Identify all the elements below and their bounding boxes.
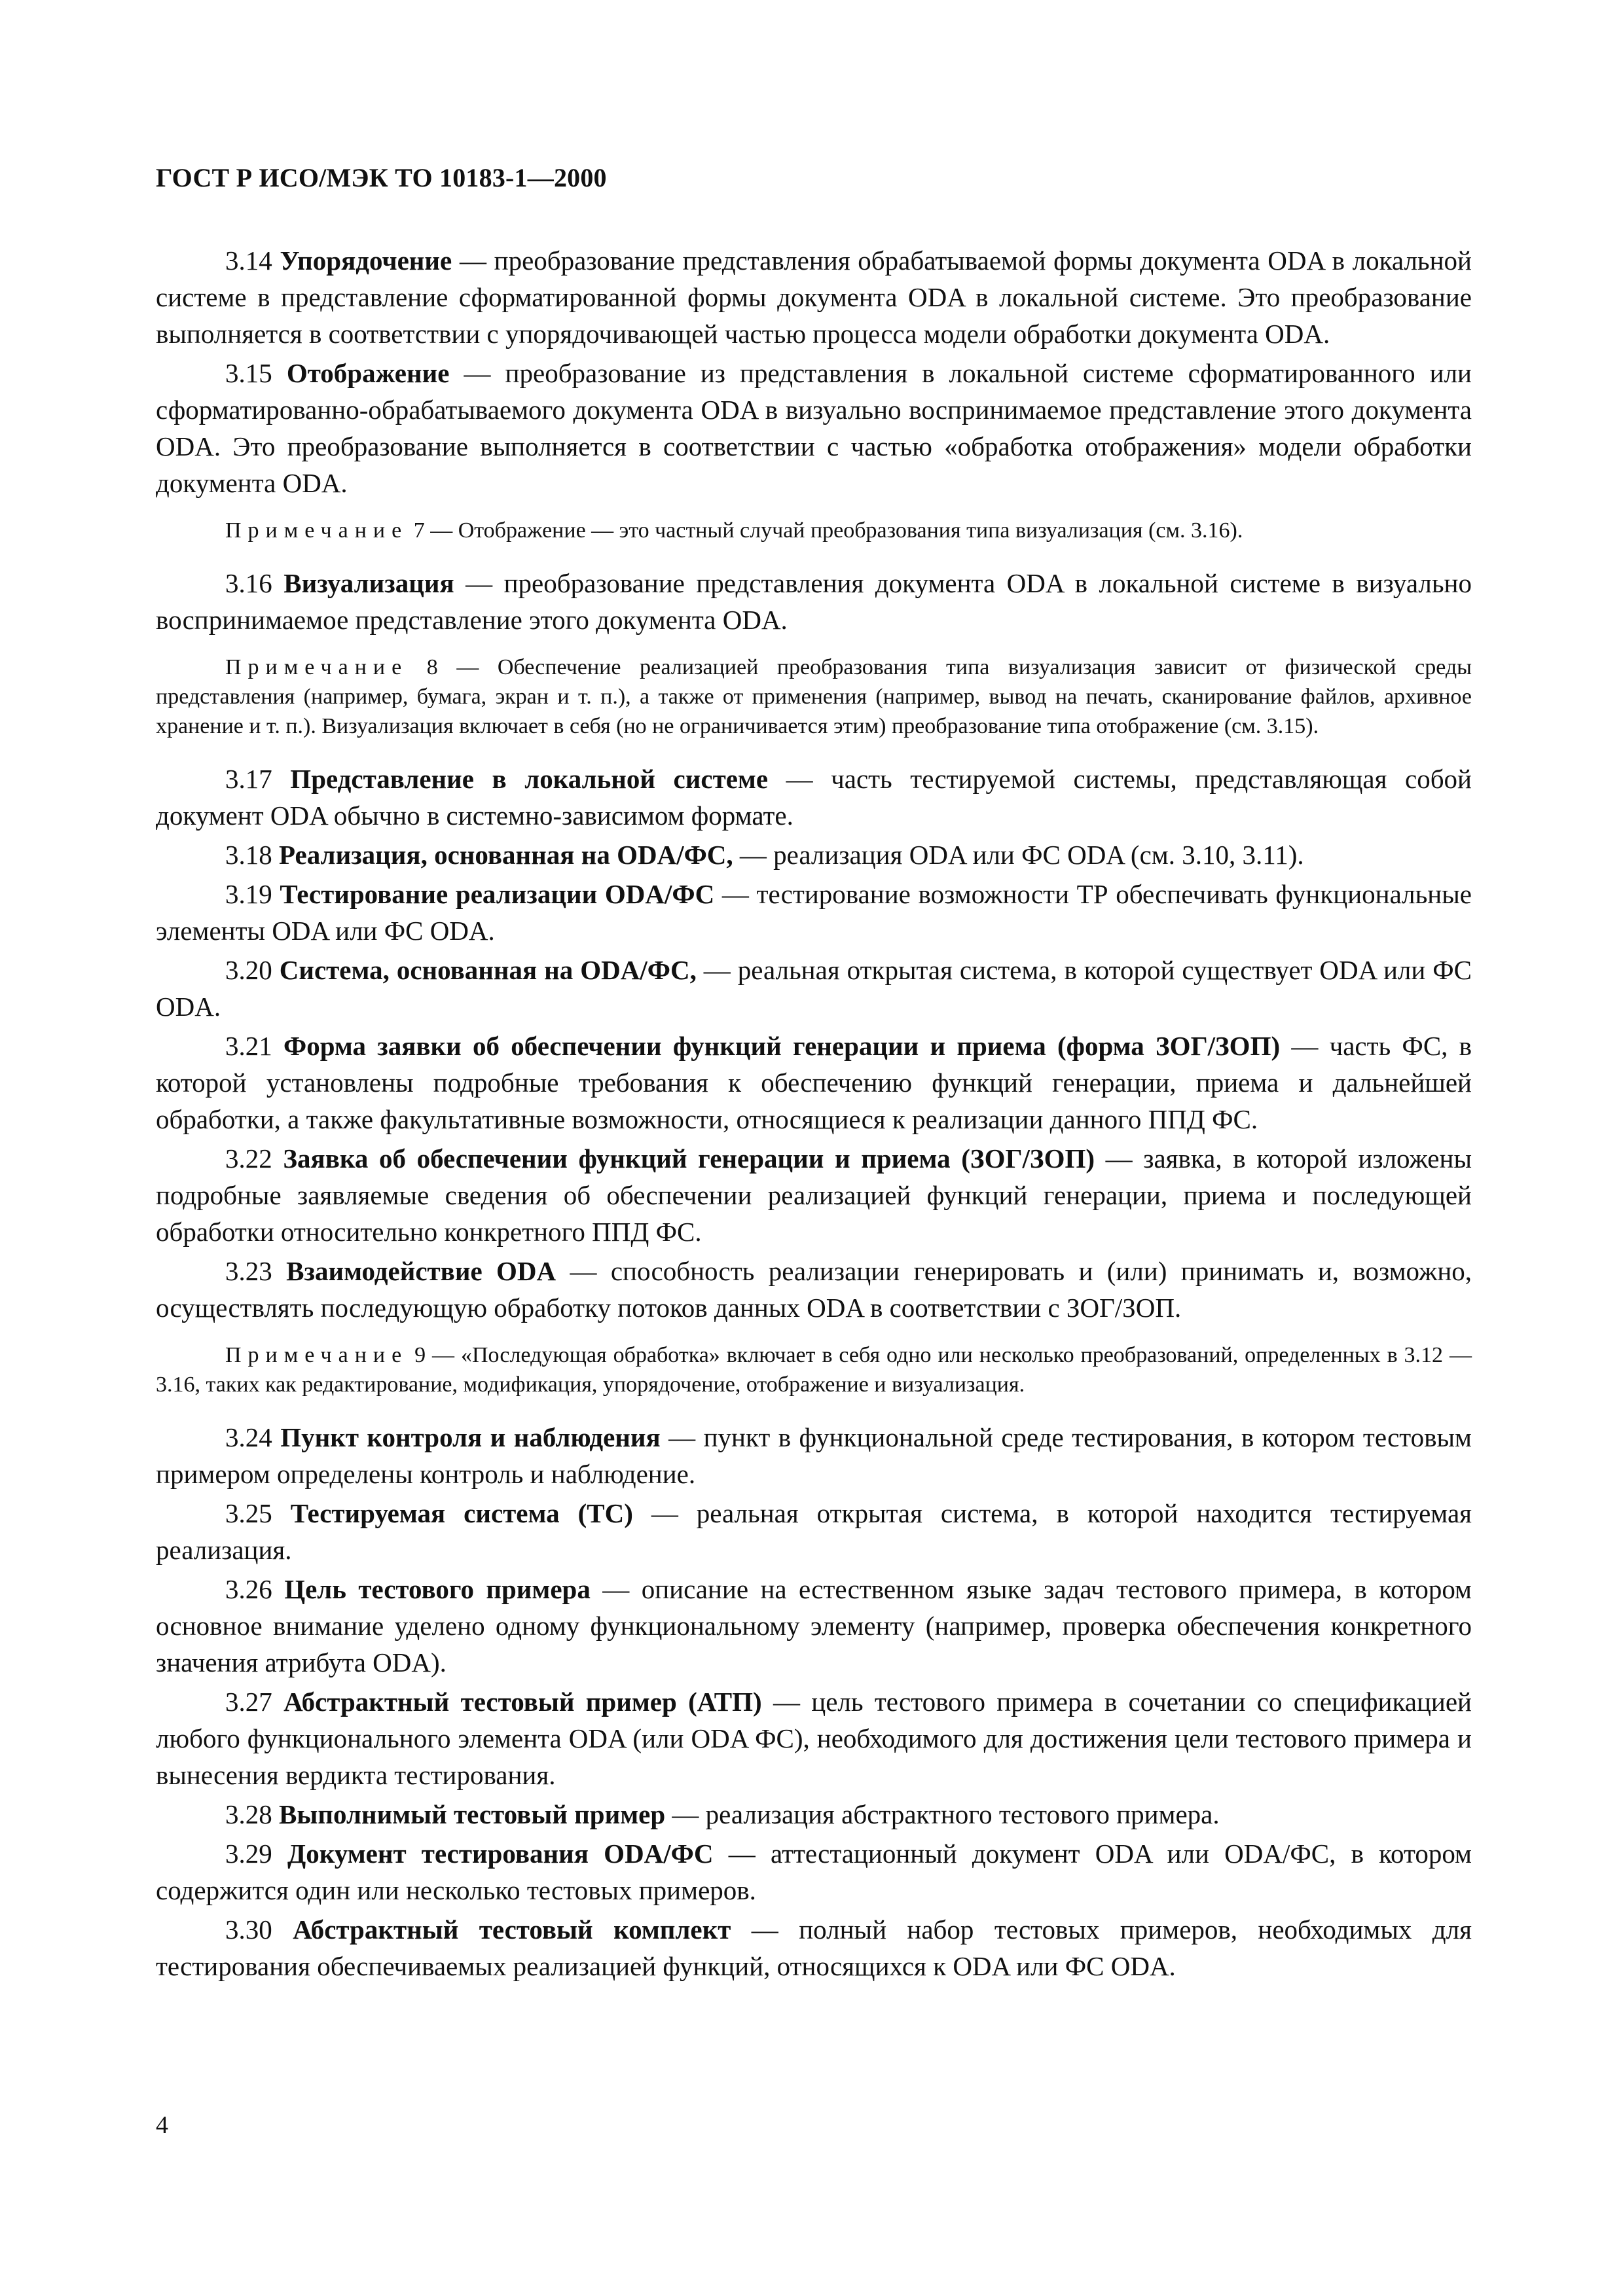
definition-paragraph [156, 836, 1472, 873]
note-text: 9 — «Последующая обработка» включает в себя одно или несколько преобразований, определенных в 3.12 — 3.16, таких как редактирование, модификация, упорядочение, отображение и визуализация. [156, 1343, 1472, 1397]
definition-text: — заявка, в которой изложены подробные заявляемые сведения об обеспечении реализацией функций генерации, приема и последующей обработки относительно конкретного ППД ФС. [156, 1143, 1472, 1247]
definition-number: 3.22 [225, 1143, 272, 1174]
definition-number: 3.23 [225, 1256, 272, 1286]
definition-term: Отображение [286, 358, 450, 388]
definition-text: — часть ФС, в которой установлены подробные требования к обеспечению функций генерации, приема и дальнейшей обработки, а также факультативные возможности, относящиеся к реализации данного ППД ФС. [156, 1031, 1472, 1134]
definition-paragraph [156, 1911, 1472, 1984]
definition-number: 3.29 [225, 1839, 272, 1869]
definition-text: — преобразование из представления в локальной системе сформатированного или сформатированно-обрабатываемого документа ODA в визуально воспринимаемое представление этого документа ODA. Это преобразование выполняется в соответствии с частью «обработка отображения» модели обработки документа ODA. [156, 358, 1472, 498]
definition-text: — реальная открытая система, в которой находится тестируемая реализация. [156, 1498, 1472, 1565]
definition-term: Тестирование реализации ODA/ФС [280, 879, 715, 909]
definition-paragraph [156, 876, 1472, 949]
definition-number: 3.24 [225, 1422, 272, 1452]
definition-text: — реализация абстрактного тестового примера. [665, 1799, 1220, 1829]
definition-term: Система, основанная на ODA/ФС, [279, 955, 697, 985]
definition-paragraph [156, 1419, 1472, 1492]
definition-number: 3.14 [225, 245, 272, 276]
definition-paragraph [156, 1571, 1472, 1681]
note-paragraph [156, 653, 1472, 741]
definition-text: — описание на естественном языке задач тестового примера, в котором основное внимание уделено одному функциональному элементу (например, проверка обеспечения конкретного значения атрибута ODA). [156, 1574, 1472, 1677]
note-text: 7 — Отображение — это частный случай преобразования типа визуализация (см. 3.16). [408, 518, 1243, 543]
definition-paragraph [156, 761, 1472, 834]
definition-paragraph [156, 1495, 1472, 1568]
definition-paragraph [156, 1796, 1472, 1833]
definition-number: 3.26 [225, 1574, 272, 1604]
definition-number: 3.17 [225, 764, 272, 794]
definition-number: 3.15 [225, 358, 272, 388]
document-header: ГОСТ Р ИСО/МЭК ТО 10183-1—2000 [156, 163, 607, 192]
definition-term: Абстрактный тестовый комплект [293, 1914, 731, 1945]
definition-term: Абстрактный тестовый пример (АТП) [283, 1687, 762, 1717]
definition-term: Заявка об обеспечении функций генерации и приема (ЗОГ/ЗОП) [283, 1143, 1095, 1174]
definition-number: 3.19 [225, 879, 272, 909]
definition-term: Реализация, основанная на ODA/ФС, [279, 840, 733, 870]
definition-number: 3.20 [225, 955, 272, 985]
definition-number: 3.25 [225, 1498, 272, 1528]
definition-text: — тестирование возможности ТР обеспечивать функциональные элементы ODA или ФС ODA. [156, 879, 1472, 946]
note-paragraph [156, 516, 1472, 545]
definition-paragraph [156, 952, 1472, 1025]
definition-term: Форма заявки об обеспечении функций генерации и приема (форма ЗОГ/ЗОП) [283, 1031, 1281, 1061]
definition-paragraph [156, 1253, 1472, 1326]
note-label: Примечание [225, 518, 409, 543]
definition-text: — аттестационный документ ODA или ODA/ФС, в котором содержится один или несколько тестовых примеров. [156, 1839, 1472, 1905]
document-body [156, 242, 1472, 1987]
definition-term: Упорядочение [280, 245, 452, 276]
definition-term: Пункт контроля и наблюдения [280, 1422, 661, 1452]
definition-paragraph [156, 565, 1472, 638]
definition-term: Цель тестового примера [284, 1574, 591, 1604]
definition-paragraph [156, 1835, 1472, 1909]
definition-text: — реализация ODA или ФС ODA (см. 3.10, 3.11). [733, 840, 1304, 870]
definition-term: Документ тестирования ODA/ФС [287, 1839, 714, 1869]
definition-paragraph [156, 1028, 1472, 1138]
definition-text: — преобразование представления обрабатываемой формы документа ODA в локальной системе в представление сформатированной формы документа ODA в локальной системе. Это преобразование выполняется в соответствии с упорядочивающей частью процесса модели обработки документа ODA. [156, 245, 1472, 349]
note-text: 8 — Обеспечение реализацией преобразования типа визуализация зависит от физической среды представления (например, бумага, экран и т. п.), а также от применения (например, вывод на печать, сканирование файлов, архивное хранение и т. п.). Визуализация включает в себя (но не ограничивается этим) преобразование типа отображение (см. 3.15). [156, 655, 1472, 738]
definition-text: — преобразование представления документа ODA в локальной системе в визуально воспринимаемое представление этого документа ODA. [156, 568, 1472, 635]
definition-paragraph [156, 355, 1472, 501]
definition-paragraph [156, 1683, 1472, 1793]
definition-term: Выполнимый тестовый пример [279, 1799, 666, 1829]
definition-number: 3.16 [225, 568, 272, 598]
definition-number: 3.27 [225, 1687, 272, 1717]
definition-term: Представление в локальной системе [290, 764, 769, 794]
definition-paragraph [156, 242, 1472, 352]
definition-text: — реальная открытая система, в которой существует ODA или ФС ODA. [156, 955, 1472, 1022]
definition-text: — цель тестового примера в сочетании со спецификацией любого функционального элемента ODA (или ODA ФС), необходимого для достижения цели тестового примера и вынесения вердикта тестирования. [156, 1687, 1472, 1790]
definition-number: 3.18 [225, 840, 272, 870]
note-paragraph [156, 1340, 1472, 1399]
definition-text: — часть тестируемой системы, представляющая собой документ ODA обычно в системно-зависимом формате. [156, 764, 1472, 831]
definition-paragraph [156, 1140, 1472, 1250]
definition-term: Визуализация [283, 568, 454, 598]
definition-number: 3.30 [225, 1914, 272, 1945]
definition-number: 3.21 [225, 1031, 272, 1061]
definition-number: 3.28 [225, 1799, 272, 1829]
definition-text: — полный набор тестовых примеров, необходимых для тестирования обеспечиваемых реализацией функций, относящихся к ODA или ФС ODA. [156, 1914, 1472, 1981]
page-number: 4 [156, 2111, 168, 2139]
note-label: Примечание [225, 1343, 409, 1367]
definition-term: Тестируемая система (ТС) [290, 1498, 633, 1528]
definition-text: — пункт в функциональной среде тестирования, в котором тестовым примером определены контроль и наблюдение. [156, 1422, 1472, 1489]
definition-term: Взаимодействие ODA [286, 1256, 556, 1286]
note-label: Примечание [225, 655, 409, 679]
definition-text: — способность реализации генерировать и (или) принимать и, возможно, осуществлять последующую обработку потоков данных ODA в соответствии с ЗОГ/ЗОП. [156, 1256, 1472, 1323]
